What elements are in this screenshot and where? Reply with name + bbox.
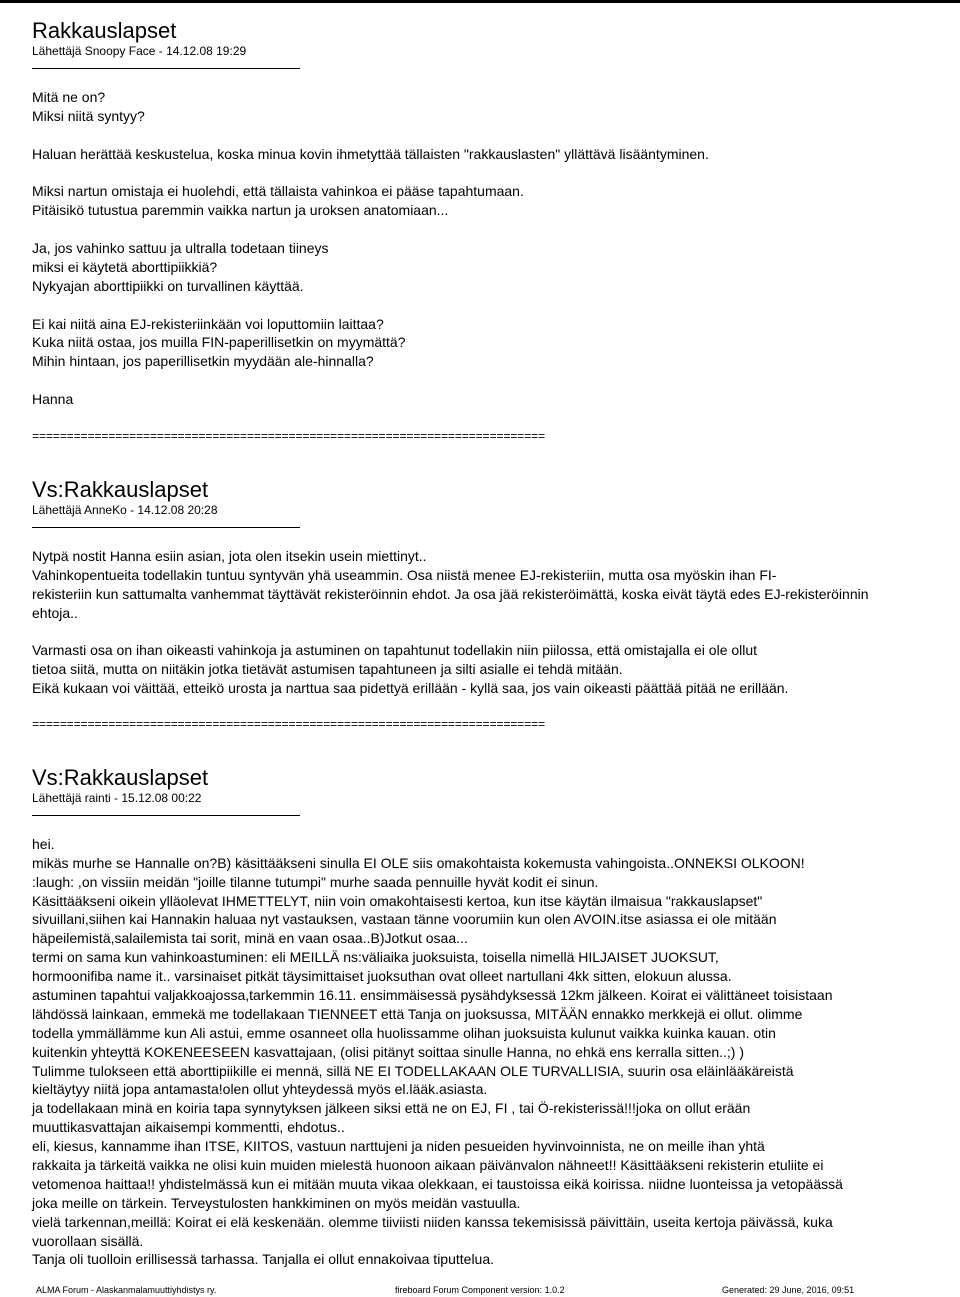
body-line: rekisteriin kun sattumalta vanhemmat täyttävät rekisteröinnin ehdot. Ja osa jää rekisteröimättä, koska eivät täytä edes EJ-rekisteröinnin <box>32 585 869 602</box>
body-line: Nytpä nostit Hanna esiin asian, jota olen itsekin usein miettinyt.. <box>32 547 427 564</box>
body-line: todella ymmällämme kun Ali astui, emme osanneet olla huolissamme olihan juoksuista kulunut vaikka kuinka kauan. otin <box>32 1024 776 1041</box>
footer-site-name: ALMA Forum - Alaskanmalamuuttiyhdistys ry. <box>36 1285 217 1295</box>
body-line: vetomenoa haittaa!! yhdistelmässä kun ei mitään muuta vikaa olekkaan, ei taustoissa eikä koirissa. niidne luonteissa ja vetopäässä <box>32 1175 843 1192</box>
body-line: Mihin hintaan, jos paperillisetkin myydään ale-hinnalla? <box>32 353 374 370</box>
blank-line <box>32 220 960 239</box>
body-line: Ja, jos vahinko sattuu ja ultralla todetaan tiineys <box>32 240 329 257</box>
forum-post <box>32 19 960 409</box>
body-line: termi on sama kun vahinkoastuminen: eli MEILLÄ ns:väliaika juoksuista, toisella nimellä HILJAISET JUOKSUT, <box>32 949 719 966</box>
body-line: Haluan herättää keskustelua, koska minua kovin ihmetyttää tällaisten "rakkauslasten" yllättävä lisääntyminen. <box>32 145 709 162</box>
body-line: ja todellakaan minä en koiria tapa synnytyksen jälkeen siksi että ne on EJ, FI , tai Ö-rekisterissä!!!joka on ollut erään <box>32 1100 751 1117</box>
blank-line <box>32 528 960 547</box>
blank-line <box>32 69 960 88</box>
blank-line <box>32 163 960 182</box>
body-line: hei. <box>32 835 55 852</box>
body-line: Kuka niitä ostaa, jos muilla FIN-paperillisetkin on myymättä? <box>32 334 406 351</box>
body-line: Ei kai niitä aina EJ-rekisteriinkään voi loputtomiin laittaa? <box>32 315 384 332</box>
post-title: Rakkauslapset <box>32 18 177 43</box>
body-line: joka meille on tärkein. Terveystulosten hankkiminen on myös meidän vastuulla. <box>32 1194 521 1211</box>
body-line: häpeilemistä,salailemista tai sorit, minä en vaan osaa..B)Jotkut osaa... <box>32 930 468 947</box>
post-body <box>32 69 960 409</box>
footer-generated-date: Generated: 29 June, 2016, 09:51 <box>722 1285 855 1295</box>
body-line: mikäs murhe se Hannalle on?B) käsittääkseni sinulla EI OLE siis omakohtaista kokemusta vahingoista..ONNEKSI OLKOON! <box>32 854 805 871</box>
body-line: hormoonifiba name it.. varsinaiset pitkät täysimittaiset juoksuthan ovat olleet nartullani 4kk sitten, elokuun alussa. <box>32 968 732 985</box>
post-title: Vs:Rakkauslapset <box>32 477 209 502</box>
forum-post <box>32 478 960 698</box>
body-line: kieltäytyy niitä jopa antamasta!olen ollut yhteydessä myös el.lääk.asiasta. <box>32 1081 488 1098</box>
body-line: lähdössä lainkaan, emmekä me todellakaan TIENNEET että Tanja on juoksussa, MITÄÄN ennakko merkkejä ei ollut. olimme <box>32 1005 803 1022</box>
post-separator: ========================================================================== <box>32 718 545 732</box>
body-line: :laugh: ,on vissiin meidän "joille tilanne tutumpi" murhe saada pennuille hyvät kodit ei sinun. <box>32 873 599 890</box>
footer-component-version: fireboard Forum Component version: 1.0.2 <box>395 1285 565 1295</box>
post-body <box>32 528 960 698</box>
body-line: Nykyajan aborttipiikki on turvallinen käyttää. <box>32 277 304 294</box>
body-line: Hanna <box>32 391 74 408</box>
body-line: vielä tarkennan,meillä: Koirat ei elä keskenään. olemme tiiviisti niiden kanssa tekemisissä päivittäin, useita kertoja päivässä, kuka <box>32 1213 833 1230</box>
body-line: Mitä ne on? <box>32 88 106 105</box>
post-body <box>32 816 960 1269</box>
body-line: muuttikasvattajan aikaisempi kommentti, ehdotus.. <box>32 1119 345 1136</box>
blank-line <box>32 816 960 835</box>
body-line: Miksi niitä syntyy? <box>32 107 145 124</box>
body-line: ehtoja.. <box>32 604 78 621</box>
post-meta: Lähettäjä Snoopy Face - 14.12.08 19:29 <box>32 44 247 58</box>
post-title: Vs:Rakkauslapset <box>32 765 209 790</box>
body-line: Miksi nartun omistaja ei huolehdi, että tällaista vahinkoa ei pääse tapahtumaan. <box>32 183 524 200</box>
body-line: kuitenkin yhteyttä KOKENEESEEN kasvattajaan, (olisi pitänyt soittaa sinulle Hanna, no ehkä ens kerralla sitten..;) ) <box>32 1043 745 1060</box>
body-line: tietoa siitä, mutta on niitäkin jotka tietävät astumisen tapahtuneen ja silti asialle ei tehdä mitään. <box>32 661 623 678</box>
body-line: Eikä kukaan voi väittää, etteikö urosta ja narttua saa pidettyä erillään - kyllä saa, jos vain oikeasti päättää pitää ne erillään. <box>32 680 789 697</box>
top-border <box>0 0 960 3</box>
body-line: eli, kiesus, kannamme ihan ITSE, KIITOS, vastuun narttujeni ja niden pesueiden hyvinvoinnista, ne on meille ihan yhtä <box>32 1138 765 1155</box>
blank-line <box>32 371 960 390</box>
body-line: miksi ei käytetä aborttipiikkiä? <box>32 258 218 275</box>
body-line: Vahinkopentueita todellakin tuntuu syntyvän yhä useammin. Osa niistä menee EJ-rekisteriin, mutta osa myöskin ihan FI- <box>32 566 777 583</box>
body-line: Tulimme tulokseen että aborttipiikille ei mennä, sillä NE EI TODELLAKAAN OLE TURVALLISIA, suurin osa eläinlääkäreistä <box>32 1062 794 1079</box>
forum-post <box>32 766 960 1269</box>
body-line: Varmasti osa on ihan oikeasti vahinkoja ja astuminen on tapahtunut todellakin niin piilossa, että omistajalla ei ole ollut <box>32 642 758 659</box>
blank-line <box>32 622 960 641</box>
post-meta: Lähettäjä rainti - 15.12.08 00:22 <box>32 791 202 805</box>
blank-line <box>32 126 960 145</box>
body-line: rakkaita ja tärkeitä vaikka ne olisi kuin muiden mielestä huonoon aikaan päivänvalon nähneet!! Käsittääkseni rekisterin etuliite ei <box>32 1157 824 1174</box>
post-separator: ========================================================================== <box>32 430 545 444</box>
post-meta: Lähettäjä AnneKo - 14.12.08 20:28 <box>32 503 218 517</box>
body-line: vuorollaan sisällä. <box>32 1232 144 1249</box>
body-line: astuminen tapahtui valjakkoajossa,tarkemmin 16.11. ensimmäisessä pysähdyksessä 12km jälkeen. Koirat ei välittäneet toisistaan <box>32 987 833 1004</box>
blank-line <box>32 296 960 315</box>
body-line: Käsittääkseni oikein ylläolevat IHMETTELYT, niin voin omakohtaisesti kertoa, kun itse käytän ilmaisua "rakkauslapset" <box>32 892 763 909</box>
body-line: Pitäisikö tutustua paremmin vaikka nartun ja uroksen anatomiaan... <box>32 202 449 219</box>
body-line: Tanja oli tuolloin erillisessä tarhassa. Tanjalla ei ollut ennakoivaa tiputtelua. <box>32 1251 495 1268</box>
body-line: sivuillani,siihen kai Hannakin haluaa nyt vastauksen, vastaan tänne voorumiin kun olen AVOIN.itse asiassa ei ole mitään <box>32 911 777 928</box>
